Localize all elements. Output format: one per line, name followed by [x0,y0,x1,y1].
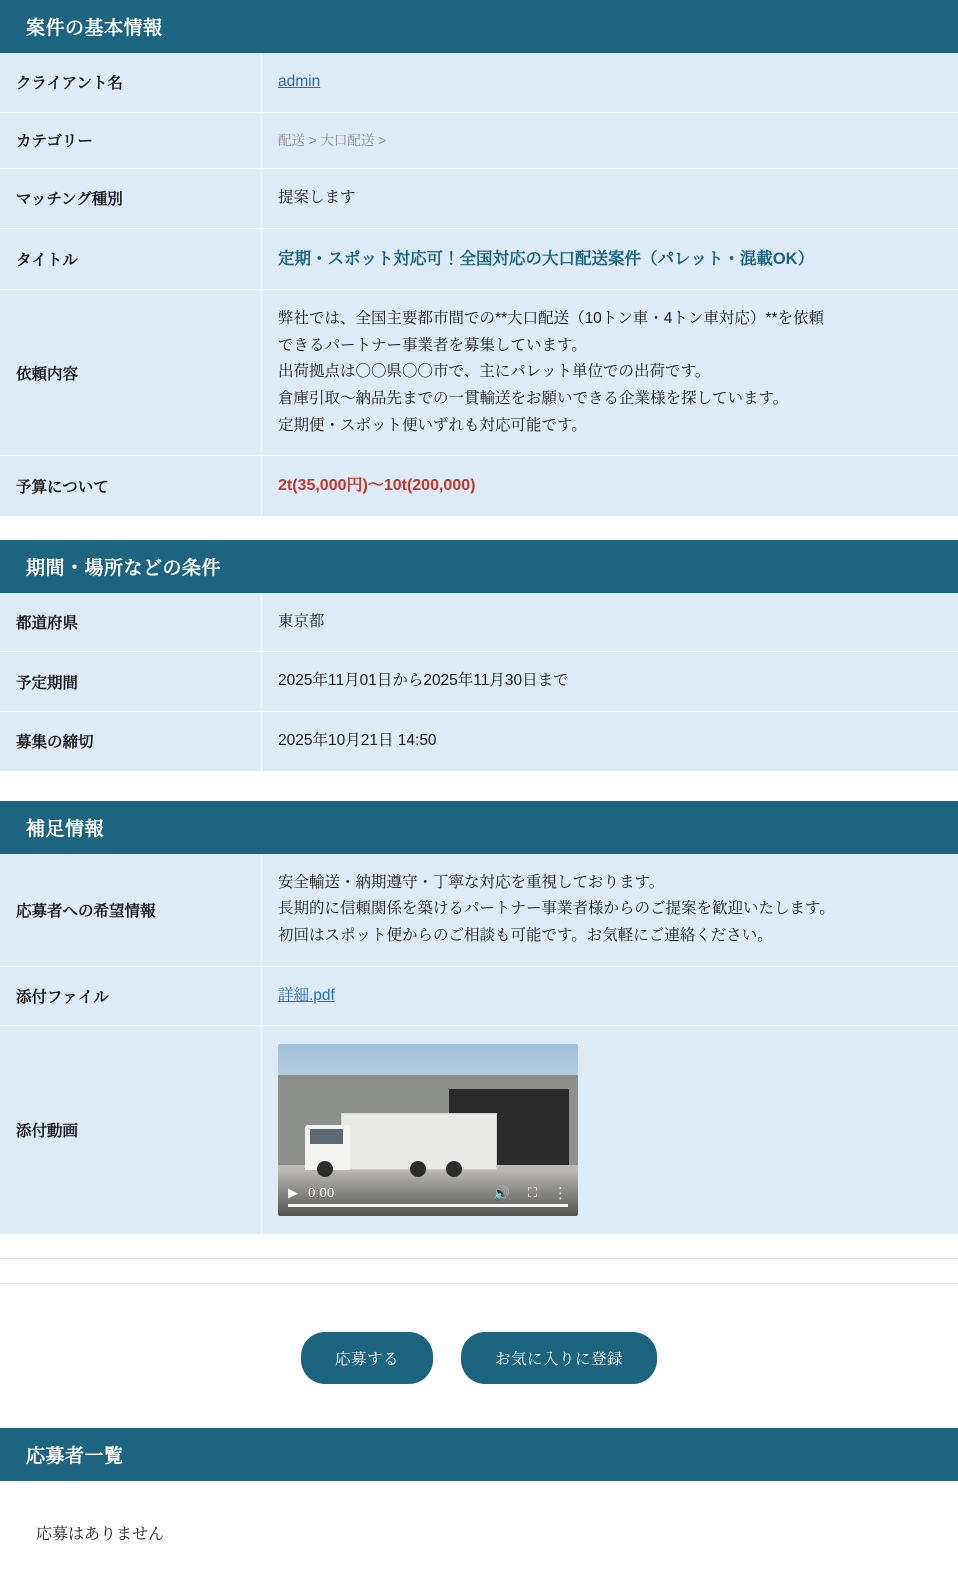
row-label-attached-video: 添付動画 [0,1026,262,1234]
section-header-supplement: 補足情報 [0,801,958,854]
row-label-wish-info: 応募者への希望情報 [0,854,262,966]
basic-info-rows [0,53,958,516]
fullscreen-icon[interactable]: ⛶ [527,1185,537,1201]
row-value-client-name [262,53,958,112]
row-application-deadline [0,712,958,771]
request-detail-line: 出荷拠点は〇〇県〇〇市で、主にパレット単位での出荷です。 [278,363,711,381]
video-controls-bar [278,1170,578,1216]
row-label-attached-file: 添付ファイル [0,967,262,1026]
row-attached-video [0,1026,958,1234]
request-detail-line: 定期便・スポット便いずれも対応可能です。 [278,416,587,434]
row-value-prefecture: 東京都 [278,612,325,630]
section-header-applicants: 応募者一覧 [0,1428,958,1481]
row-title [0,229,958,290]
volume-icon[interactable]: 🔊 [492,1185,510,1202]
video-progress-bar[interactable] [288,1204,568,1207]
section-header-conditions: 期間・場所などの条件 [0,540,958,593]
row-value-wish-info [262,854,958,966]
row-request-detail [0,290,958,456]
client-name-link[interactable]: admin [278,73,321,90]
row-value-title [262,229,958,289]
row-scheduled-period [0,652,958,712]
divider [0,1258,958,1259]
applicants-empty-message: 応募はありません [0,1481,958,1590]
budget-text: 2t(35,000円)〜10t(200,000) [278,477,476,495]
section-conditions [0,540,958,771]
spacer [0,771,958,801]
video-current-time: 0:00 [308,1185,335,1201]
spacer [0,516,958,540]
row-value-matching-type: 提案します [278,188,356,206]
conditions-rows [0,593,958,771]
row-category [0,113,958,169]
row-label-client-name: クライアント名 [0,53,262,112]
row-label-category: カテゴリー [0,113,262,168]
row-client-name [0,53,958,113]
row-wish-info [0,854,958,967]
row-label-matching-type: マッチング種別 [0,169,262,228]
video-frame-truck-window [310,1129,343,1144]
row-value-attached-file [262,967,958,1026]
row-matching-type [0,169,958,229]
row-label-scheduled-period: 予定期間 [0,652,262,711]
section-applicants [0,1428,958,1590]
request-detail-line: 弊社では、全国主要都市間での**大口配送（10トン車・4トン車対応）**を依頼 [278,309,824,327]
job-title-text: 定期・スポット対応可！全国対応の大口配送案件（パレット・混載OK） [278,249,815,268]
row-value-attached-video [262,1026,958,1234]
request-detail-line: できるパートナー事業者を募集しています。 [278,336,587,354]
row-value-request-detail [262,290,958,455]
attached-file-link[interactable]: 詳細.pdf [278,986,335,1004]
apply-button[interactable]: 応募する [301,1332,433,1384]
wish-info-line: 安全輸送・納期遵守・丁寧な対応を重視しております。 [278,873,665,891]
section-basic-info [0,0,958,516]
wish-info-line: 長期的に信頼関係を築けるパートナー事業者様からのご提案を歓迎いたします。 [278,900,835,918]
row-label-request-detail: 依頼内容 [0,290,262,455]
row-value-budget [262,456,958,516]
video-player[interactable] [278,1044,578,1216]
row-label-application-deadline: 募集の締切 [0,712,262,771]
row-label-prefecture: 都道府県 [0,593,262,652]
row-value-category [262,113,958,168]
add-to-favorites-button[interactable]: お気に入りに登録 [461,1332,657,1384]
row-value-scheduled-period: 2025年11月01日から2025年11月30日まで [278,672,569,690]
request-detail-line: 倉庫引取〜納品先までの一貫輸送をお願いできる企業様を探しています。 [278,389,789,407]
action-buttons [0,1284,958,1428]
row-budget [0,456,958,516]
wish-info-line: 初回はスポット便からのご相談も可能です。お気軽にご連絡ください。 [278,926,773,944]
play-icon[interactable]: ▶ [288,1185,298,1201]
category-breadcrumb: 配送 > 大口配送 > [278,132,387,148]
row-attached-file [0,967,958,1027]
row-value-application-deadline: 2025年10月21日 14:50 [278,732,437,750]
row-label-title: タイトル [0,229,262,289]
more-options-icon[interactable]: ⋮ [553,1184,568,1202]
section-supplement [0,801,958,1235]
row-label-budget: 予算について [0,456,262,516]
row-prefecture [0,593,958,653]
section-header-basic-info: 案件の基本情報 [0,0,958,53]
supplement-rows [0,854,958,1235]
